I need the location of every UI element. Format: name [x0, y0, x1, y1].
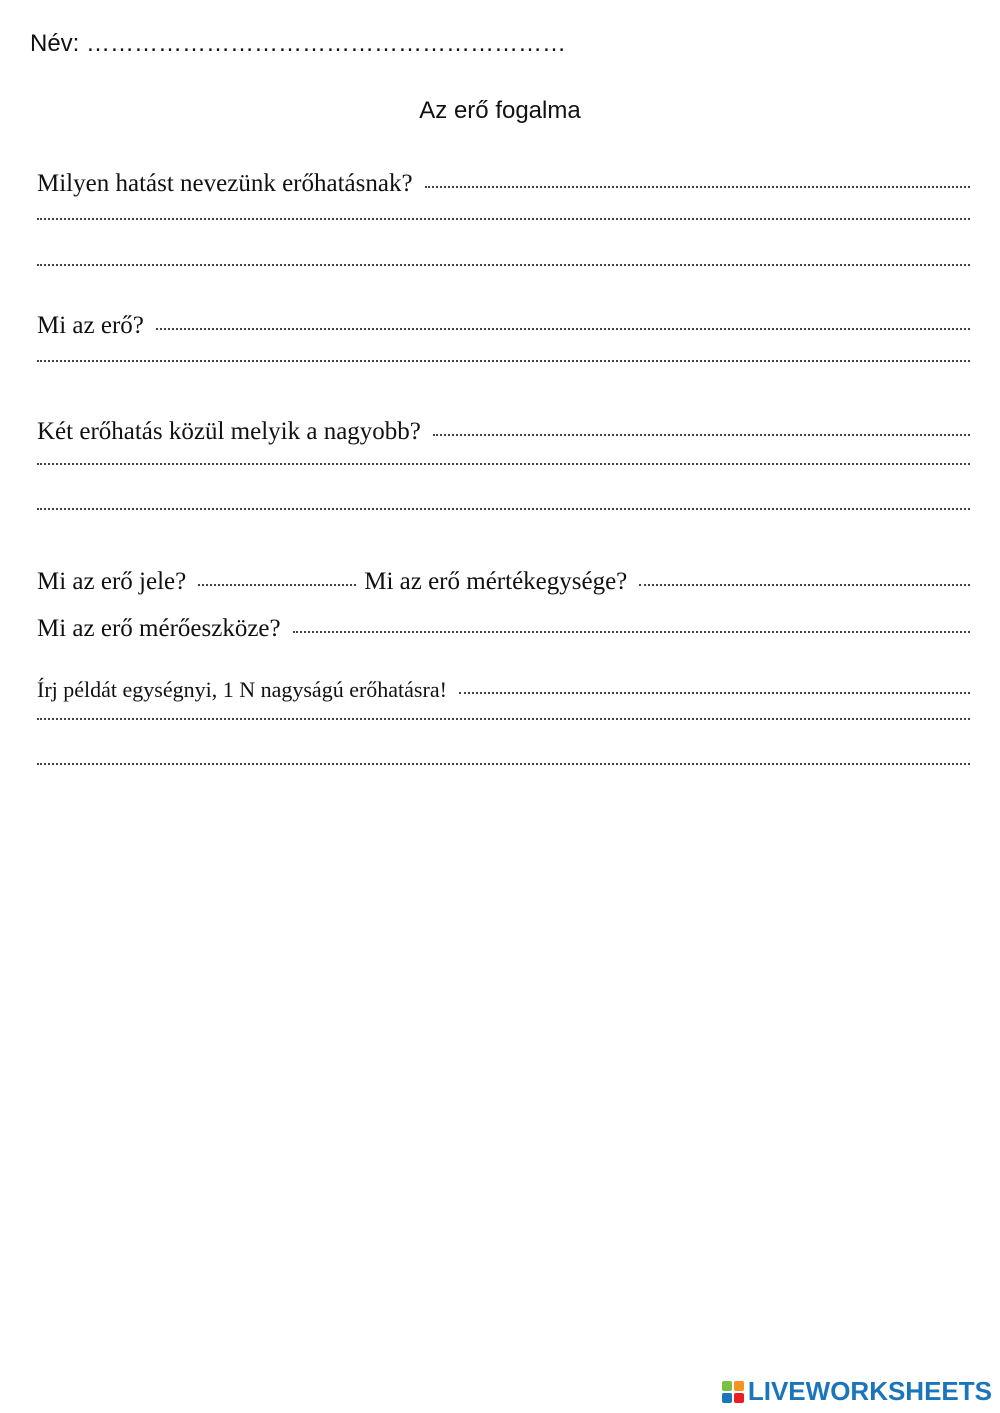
answer-line-1c[interactable] [37, 263, 970, 266]
question-row-2 [37, 312, 970, 340]
answer-line-5[interactable] [293, 630, 970, 633]
question-row-5 [37, 615, 970, 643]
logo-square-orange [734, 1381, 744, 1391]
question-row-6 [37, 677, 970, 703]
liveworksheets-logo [722, 1376, 992, 1407]
answer-line-1b[interactable] [37, 217, 970, 220]
answer-row-2b [37, 362, 970, 365]
worksheet-title: Az erő fogalma [419, 97, 581, 124]
question-row-4 [37, 568, 970, 596]
logo-square-green [722, 1381, 732, 1391]
question-6-text: Írj példát egységnyi, 1 N nagyságú erőhatásra! [37, 677, 447, 702]
answer-line-6c[interactable] [37, 762, 970, 765]
logo-square-red [734, 1393, 744, 1403]
question-2-text: Mi az erő? [37, 312, 144, 339]
answer-line-4b[interactable] [639, 583, 970, 586]
question-1-text: Milyen hatást nevezünk erőhatásnak? [37, 170, 413, 197]
question-3-text: Két erőhatás közül melyik a nagyobb? [37, 418, 421, 445]
answer-line-6a[interactable] [459, 691, 970, 694]
name-field[interactable]: …………………………………………………… [86, 30, 567, 57]
answer-line-6b[interactable] [37, 717, 970, 720]
question-row-1 [37, 170, 970, 198]
answer-line-3a[interactable] [433, 433, 970, 436]
answer-line-3b[interactable] [37, 462, 970, 465]
question-4a-text: Mi az erő jele? [37, 568, 187, 595]
answer-row-3b [37, 465, 970, 468]
name-label: Név: [30, 30, 80, 57]
logo-text: LIVEWORKSHEETS [747, 1376, 992, 1406]
logo-mark-icon [722, 1381, 744, 1403]
answer-row-6c [37, 765, 970, 768]
question-5-text: Mi az erő mérőeszköze? [37, 615, 281, 642]
answer-row-1c [37, 266, 970, 269]
name-line [30, 30, 566, 58]
answer-row-3c [37, 510, 970, 513]
question-4b-text: Mi az erő mértékegysége? [364, 568, 628, 595]
answer-line-2a[interactable] [156, 327, 970, 330]
answer-line-3c[interactable] [37, 507, 970, 510]
answer-row-1b [37, 220, 970, 223]
answer-row-6b [37, 720, 970, 723]
answer-line-4a[interactable] [198, 583, 356, 586]
question-row-3 [37, 418, 970, 446]
answer-line-1a[interactable] [425, 185, 970, 188]
answer-line-2b[interactable] [37, 359, 970, 362]
logo-square-blue [722, 1393, 732, 1403]
